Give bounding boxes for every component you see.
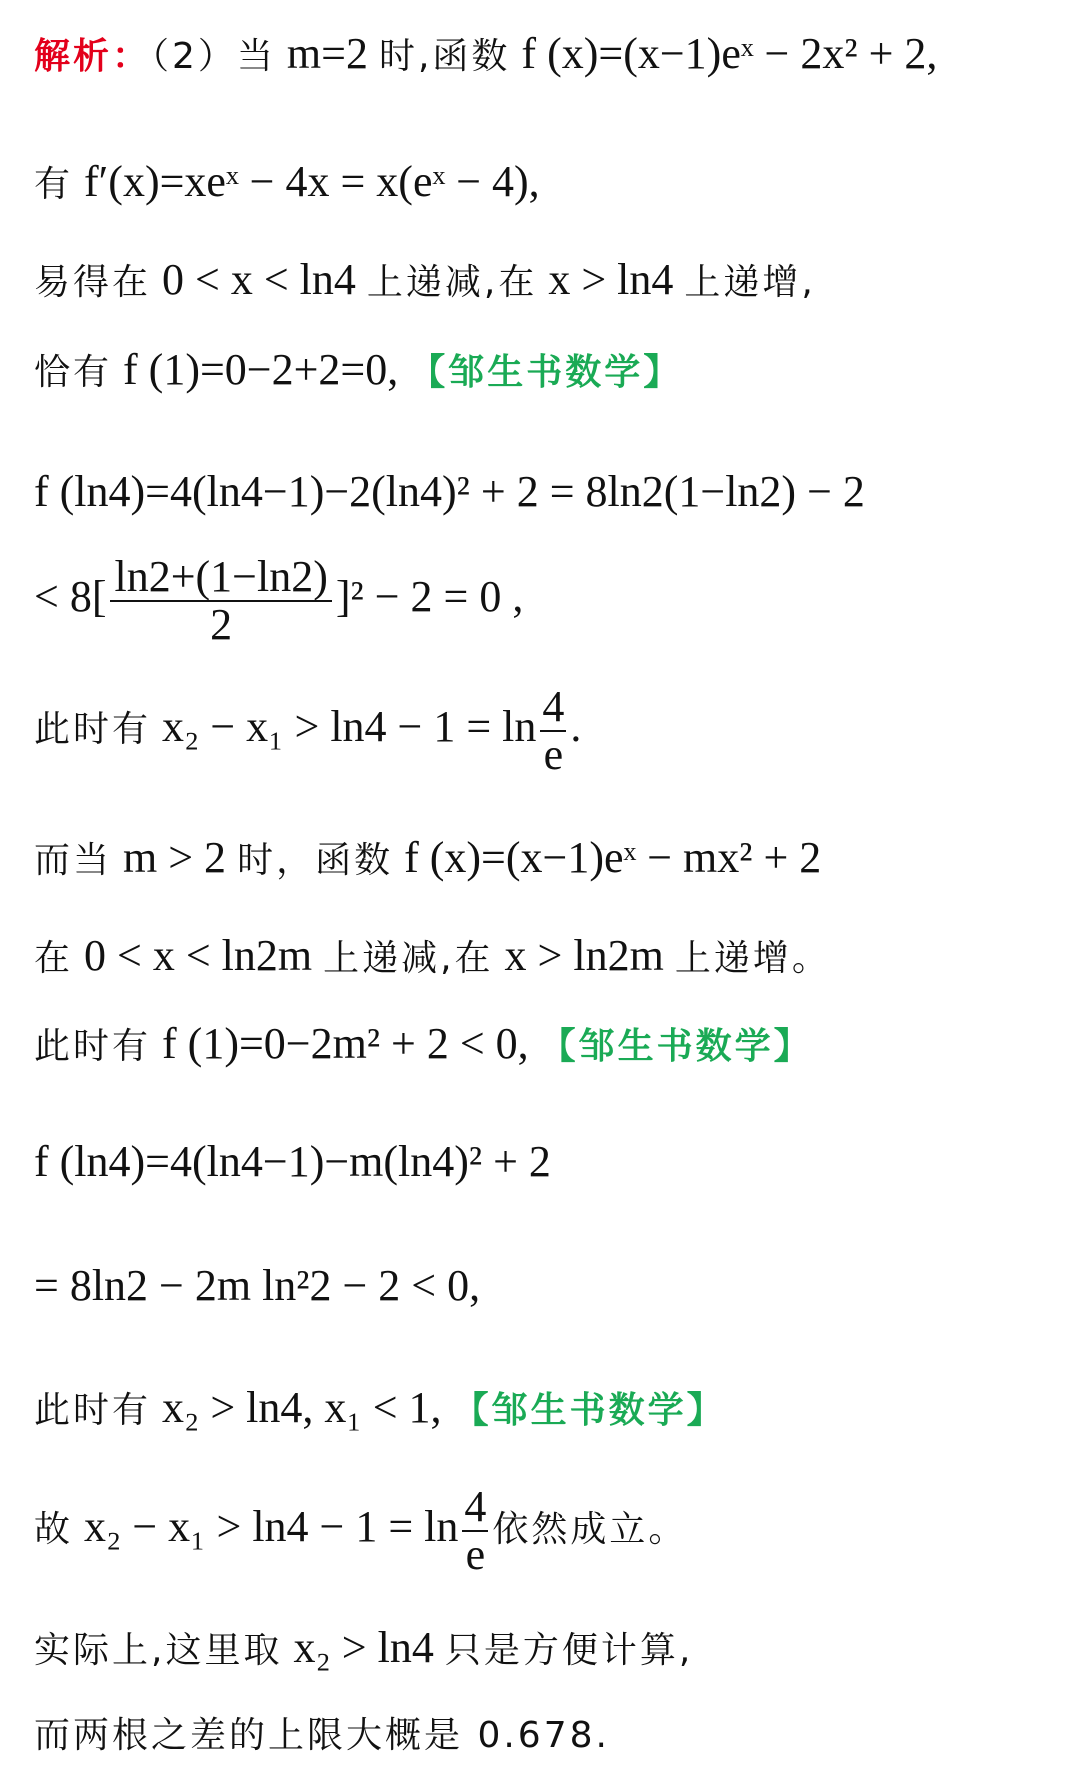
line-15-math-1: x₂ > ln4 (282, 1623, 445, 1672)
line-13-text-1: 此时有 (34, 1390, 152, 1431)
line-3 (34, 255, 816, 304)
line-3-math-1: 0 < x < ln4 (151, 255, 367, 304)
line-6-fraction (110, 554, 331, 648)
line-15-text-2: 只是方便计算, (444, 1630, 694, 1671)
fraction-numerator: 4 (542, 682, 565, 731)
fraction-denominator: e (465, 1530, 486, 1580)
watermark-tag: 【邹生书数学】 (452, 1390, 726, 1431)
line-5-math-1: f (ln4)=4(ln4−1)−2(ln4)² + 2 = 8ln2(1−ln2) − 2 (34, 467, 865, 516)
fraction-denominator: 2 (210, 600, 233, 650)
line-9-math-1: 0 < x < ln2m (73, 931, 324, 980)
line-5 (34, 467, 865, 516)
line-12 (34, 1261, 481, 1310)
line-14-text-1: 故 (34, 1508, 74, 1550)
line-1-text-2: 时,函数 (378, 36, 511, 77)
line-3-text-1: 易得在 (34, 262, 152, 303)
line-9-text-1: 在 (34, 938, 74, 979)
line-8 (34, 833, 822, 882)
line-9-text-3: 上递增。 (674, 938, 831, 979)
line-14-text-2: 依然成立。 (492, 1508, 688, 1550)
line-1-text-1: （2）当 (151, 36, 276, 77)
line-4 (34, 345, 683, 394)
line-7 (34, 682, 582, 784)
line-2-math-1: f′(x)=xeˣ − 4x = x(eˣ − 4), (73, 157, 540, 206)
line-8-text-1: 而当 (34, 840, 113, 881)
line-11-math-1: f (ln4)=4(ln4−1)−m(ln4)² + 2 (34, 1137, 551, 1186)
line-16 (34, 1715, 610, 1756)
line-13-math-1: x₂ > ln4, x₁ < 1, (151, 1383, 453, 1432)
line-13 (34, 1383, 726, 1432)
line-2-text-1: 有 (34, 164, 74, 205)
line-10-text-1: 此时有 (34, 1026, 152, 1067)
line-7-text-1: 此时有 (34, 708, 152, 750)
line-6-math-2: ]² − 2 = 0 , (335, 571, 524, 621)
line-3-text-2: 上递减,在 (366, 262, 538, 303)
line-12-math-1: = 8ln2 − 2m ln²2 − 2 < 0, (34, 1261, 481, 1310)
line-14 (34, 1482, 688, 1584)
watermark-tag: 【邹生书数学】 (539, 1026, 813, 1067)
line-4-text-1: 恰有 (34, 352, 113, 393)
line-8-text-2: 时，函数 (237, 840, 394, 881)
line-14-math-1: x₂ − x₁ > ln4 − 1 = ln (73, 1501, 459, 1551)
line-6 (34, 552, 524, 654)
line-14-fraction (462, 1484, 488, 1578)
line-3-text-3: 上递增, (684, 262, 816, 303)
line-1 (34, 29, 938, 78)
analysis-label: 解析： (34, 36, 152, 77)
line-7-math-2: . (570, 701, 582, 751)
line-16-text-1: 而两根之差的上限大概是 0.678. (34, 1715, 610, 1756)
line-15-text-1: 实际上,这里取 (34, 1630, 283, 1671)
line-15 (34, 1623, 694, 1672)
line-9 (34, 931, 831, 980)
line-10-math-1: f (1)=0−2m² + 2 < 0, (151, 1019, 540, 1068)
line-7-fraction (540, 684, 566, 778)
line-7-math-1: x₂ − x₁ > ln4 − 1 = ln (151, 701, 537, 751)
fraction-numerator: ln2+(1−ln2) (110, 554, 331, 602)
line-1-math-1: m=2 (275, 29, 379, 78)
line-8-math-1: m > 2 (112, 833, 238, 882)
watermark-tag: 【邹生书数学】 (409, 352, 683, 393)
line-2 (34, 157, 540, 206)
line-10 (34, 1019, 813, 1068)
fraction-numerator: 4 (464, 1482, 487, 1531)
line-4-math-1: f (1)=0−2+2=0, (112, 345, 410, 394)
fraction-denominator: e (543, 730, 564, 780)
line-9-text-2: 上递减,在 (323, 938, 494, 979)
line-3-math-2: x > ln4 (537, 255, 685, 304)
line-6-math-1: < 8[ (34, 571, 107, 621)
line-11 (34, 1137, 551, 1186)
line-8-math-2: f (x)=(x−1)eˣ − mx² + 2 (393, 833, 822, 882)
line-1-math-2: f (x)=(x−1)eˣ − 2x² + 2, (510, 29, 938, 78)
line-9-math-2: x > ln2m (493, 931, 675, 980)
